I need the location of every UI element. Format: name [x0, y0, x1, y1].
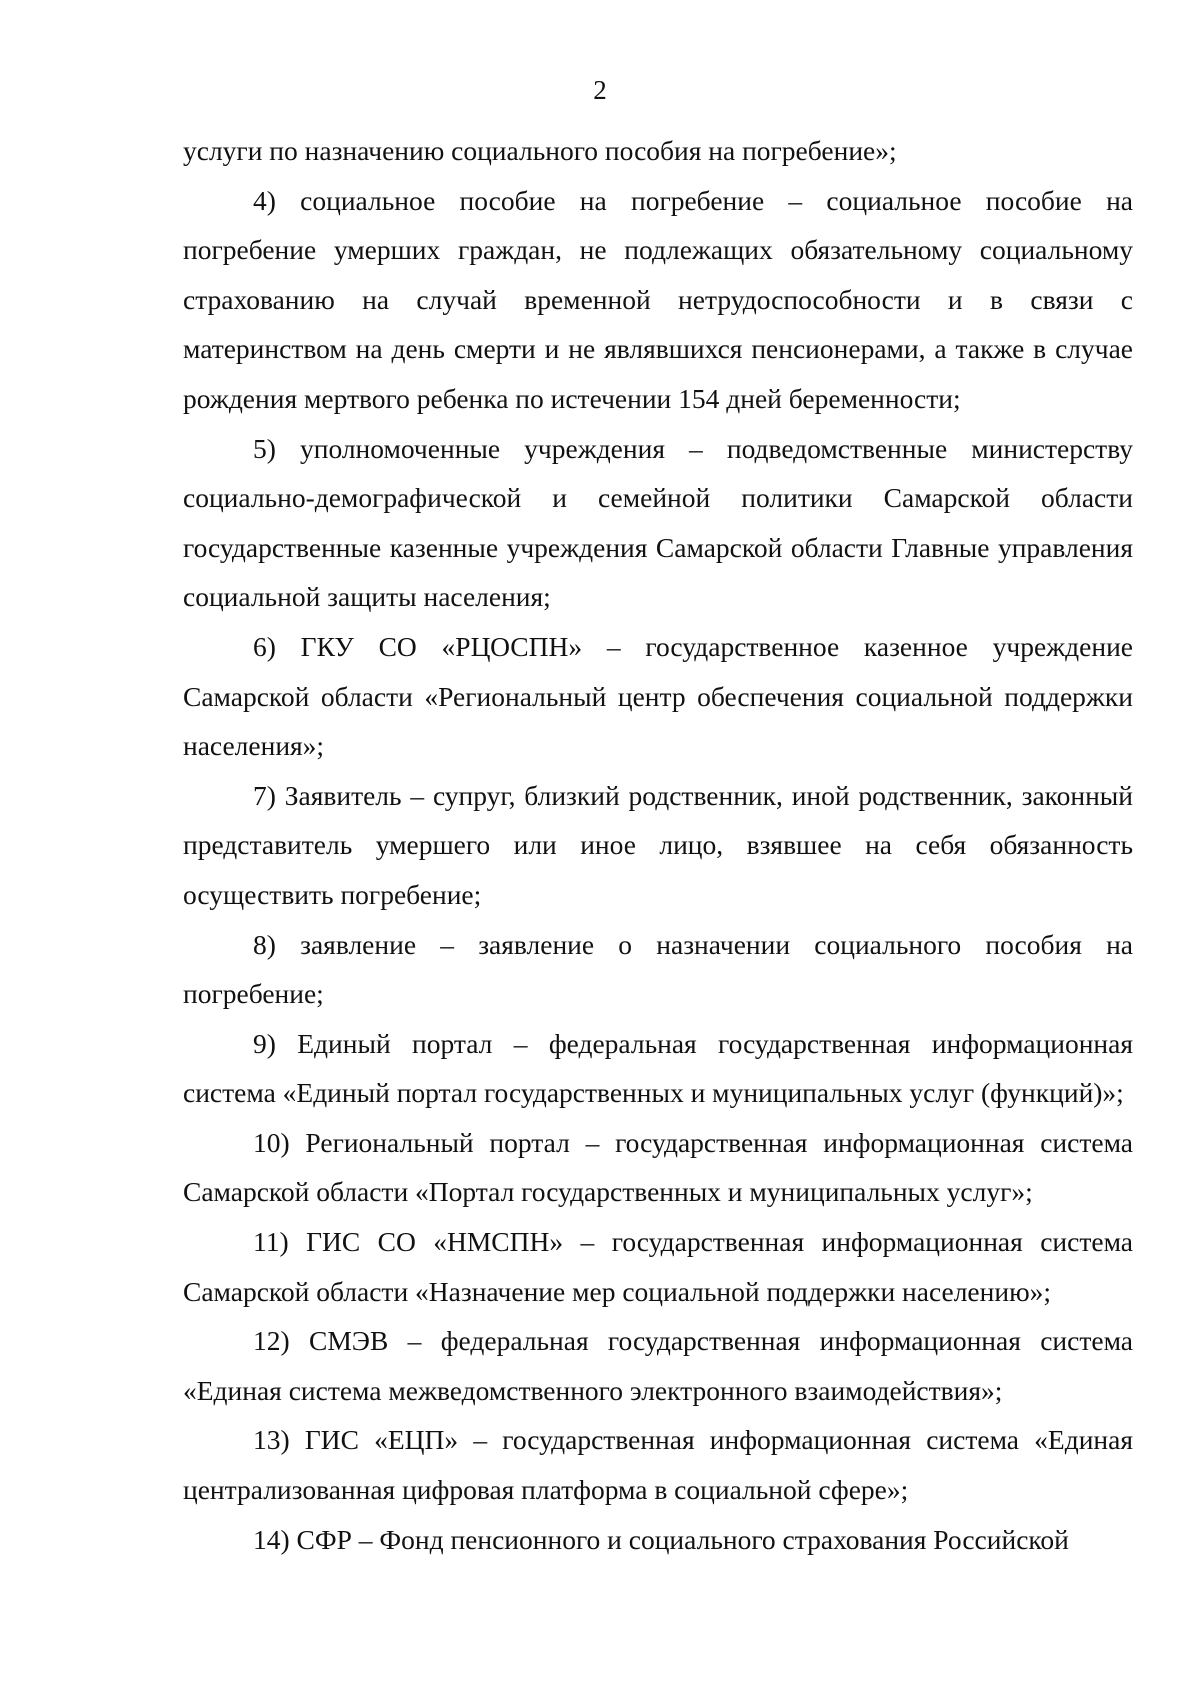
document-body	[183, 126, 1133, 1564]
page-number: 2	[593, 75, 607, 105]
paragraph-13-gis-ecp: 13) ГИС «ЕЦП» – государственная информационная система «Единая централизованная цифровая платформа в социальной сфере»;	[183, 1424, 1133, 1506]
paragraph-8-application: 8) заявление – заявление о назначении социального пособия на погребение;	[183, 928, 1133, 1010]
paragraph-12-smev: 12) СМЭВ – федеральная государственная информационная система «Единая система межведомственного электронного взаимодействия»;	[183, 1325, 1133, 1406]
paragraph-4-burial-allowance: 4) социальное пособие на погребение – социальное пособие на погребение умерших граждан, не подлежащих обязательному социальному страхованию на случай временной нетрудоспособности и в связи с материнством на день смерти и не являвшихся пенсионерами, а также в случае рождения мертвого ребенка по истечении 154 дней беременности;	[183, 184, 1133, 414]
paragraph-9-unified-portal: 9) Единый портал – федеральная государственная информационная система «Единый портал государственных и муниципальных услуг (функций)»;	[183, 1027, 1133, 1109]
paragraph-11-gis-nmspn: 11) ГИС СО «НМСПН» – государственная информационная система Самарской области «Назначение мер социальной поддержки населению»;	[183, 1226, 1133, 1307]
paragraph-10-regional-portal: 10) Региональный портал – государственная информационная система Самарской области «Портал государственных и муниципальных услуг»;	[183, 1126, 1133, 1208]
paragraph-14-sfr: 14) СФР – Фонд пенсионного и социального страхования Российской	[253, 1523, 1069, 1555]
paragraph-continuation: услуги по назначению социального пособия на погребение»;	[183, 135, 897, 166]
paragraph-7-applicant: 7) Заявитель – супруг, близкий родственник, иной родственник, законный представитель умершего или иное лицо, взявшее на себя обязанность осуществить погребение;	[183, 779, 1133, 910]
paragraph-5-authorized-institutions: 5) уполномоченные учреждения – подведомственные министерству социально-демографической и семейной политики Самарской области государственные казенные учреждения Самарской области Главные управления социальной защиты населения;	[183, 432, 1133, 613]
paragraph-6-gku-rcospn: 6) ГКУ СО «РЦОСПН» – государственное казенное учреждение Самарской области «Региональный центр обеспечения социальной поддержки населения»;	[183, 630, 1133, 762]
